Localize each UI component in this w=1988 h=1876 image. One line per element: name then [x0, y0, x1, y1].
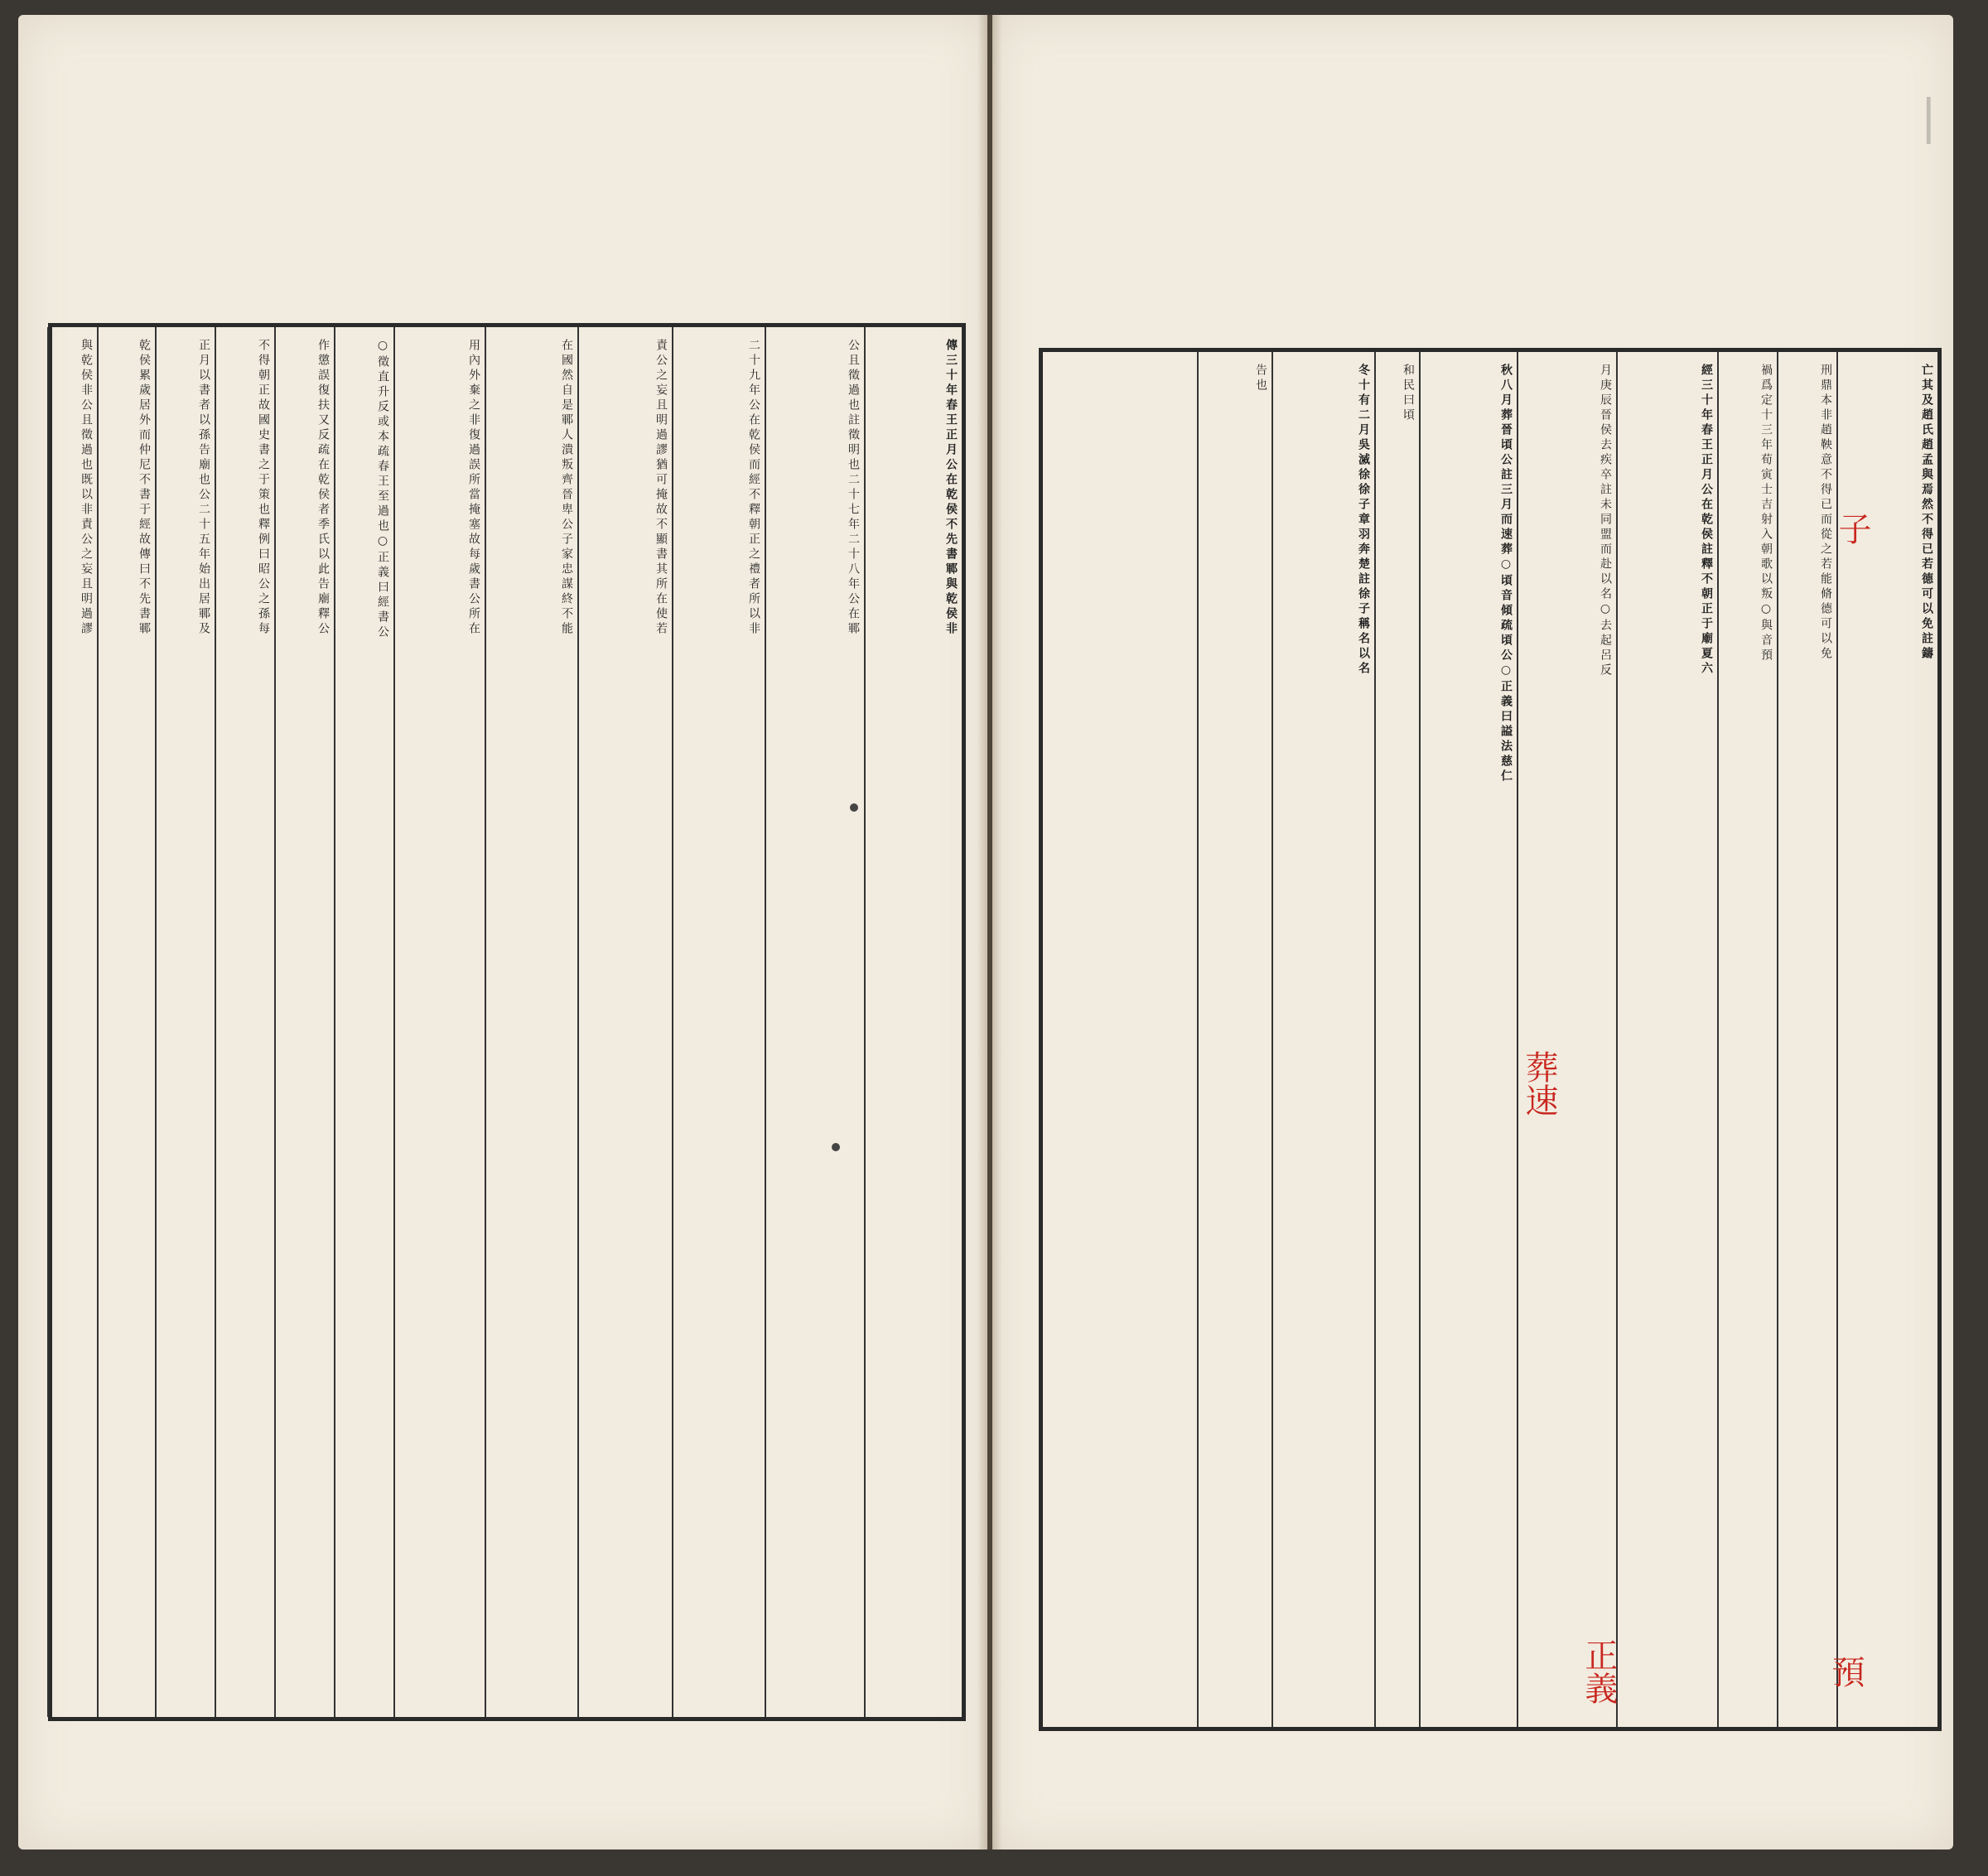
- left-page: [18, 15, 987, 1849]
- red-annotation-mark: 正義: [1580, 1638, 1618, 1705]
- bleed-through-mark: ▏: [1918, 98, 1966, 144]
- text-column: [393, 327, 485, 1717]
- text-column: [864, 327, 962, 1717]
- text-column: [485, 327, 577, 1717]
- text-column: [215, 327, 274, 1717]
- text-column: [47, 327, 97, 1717]
- text-column: [1374, 352, 1419, 1727]
- column-text: 和民曰頃: [1402, 364, 1415, 423]
- right-page: [992, 15, 1966, 1849]
- column-text: 禍爲定十三年荀寅士吉射入朝歌以叛○與音預: [1759, 364, 1773, 663]
- text-column: [765, 327, 864, 1717]
- text-column: [1517, 352, 1616, 1727]
- column-text: 經三十年春王正月公在乾侯註釋不朝正于廟夏六: [1700, 364, 1713, 677]
- column-text: 不得朝正故國史書之于策也釋例曰昭公之孫每: [257, 339, 270, 637]
- text-column: [1271, 352, 1374, 1727]
- text-column: [334, 327, 393, 1717]
- ink-dot: [850, 803, 858, 812]
- column-text: 刑鼎本非趙鞅意不得已而從之若能脩德可以免: [1819, 364, 1832, 662]
- column-text: 乾侯累歲居外而仲尼不書于經故傳曰不先書鄆: [138, 339, 151, 637]
- column-text: 冬十有二月吳滅徐徐子章羽奔楚註徐子稱名以名: [1357, 364, 1370, 677]
- column-text: 作懲誤復扶又反疏在乾侯者季氏以此告廟釋公: [316, 339, 330, 637]
- column-text: 月庚辰晉侯去疾卒註未同盟而赴以名○去起呂反: [1599, 364, 1612, 678]
- text-column: [1833, 352, 1937, 1727]
- book-gutter: [977, 15, 1002, 1849]
- column-text: ○徵直升反或本疏春王至過也○正義曰經書公: [376, 339, 389, 640]
- column-text: 秋八月葬晉頃公註三月而速葬○頃音傾疏頃公○正義曰謚法慈仁: [1499, 364, 1513, 784]
- left-text-frame: [48, 323, 966, 1721]
- column-text: 在國然自是鄆人潰叛齊晉卑公子家忠謀終不能: [560, 339, 573, 637]
- column-text: 公且徵過也註徵明也二十七年二十八年公在鄆: [847, 339, 860, 637]
- column-text: 二十九年公在乾侯而經不釋朝正之禮者所以非: [747, 339, 760, 637]
- right-text-frame: [1039, 348, 1942, 1731]
- text-column: [1777, 352, 1836, 1727]
- column-text: 責公之妄且明過謬猶可掩故不顯書其所在使若: [654, 339, 668, 637]
- column-text: 與乾侯非公且徵過也既以非責公之妄且明過謬: [80, 339, 93, 637]
- text-column: [577, 327, 672, 1717]
- text-column: [1717, 352, 1777, 1727]
- column-text: 告也: [1254, 364, 1267, 393]
- red-annotation-mark: 葬速: [1520, 1050, 1558, 1116]
- column-text: 亡其及趙氏趙孟與焉然不得已若德可以免註鑄: [1920, 364, 1933, 662]
- text-column: [1616, 352, 1717, 1727]
- red-annotation-mark: 預: [1826, 1655, 1865, 1688]
- text-column: [1419, 352, 1517, 1727]
- ink-dot: [832, 1143, 840, 1151]
- text-column: [97, 327, 155, 1717]
- text-column: [274, 327, 334, 1717]
- red-annotation-mark: 子: [1833, 512, 1871, 545]
- column-text: 傳三十年春王正月公在乾侯不先書鄆與乾侯非: [944, 339, 958, 637]
- text-column: [155, 327, 215, 1717]
- text-column: [1197, 352, 1271, 1727]
- column-text: 用內外棄之非復過誤所當掩塞故每歲書公所在: [467, 339, 480, 637]
- text-column: [672, 327, 765, 1717]
- column-text: 正月以書者以孫告廟也公二十五年始出居鄆及: [197, 339, 210, 637]
